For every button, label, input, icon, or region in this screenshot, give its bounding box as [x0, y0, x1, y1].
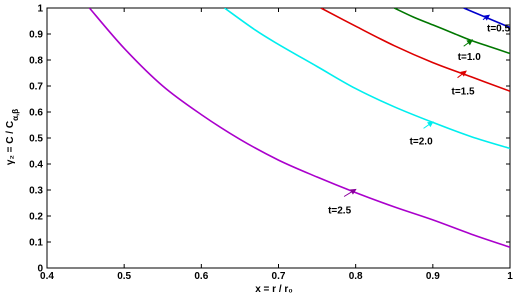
series-line-t=2.0: [224, 8, 510, 148]
annotation-label: t=1.0: [457, 52, 481, 64]
y-tick-label: 0.4: [29, 159, 43, 171]
y-tick-label: 0.6: [29, 107, 43, 119]
annotation-label: t=2.5: [328, 205, 352, 217]
annotation-arrowhead: [428, 122, 433, 126]
y-tick-label: 0: [37, 263, 43, 275]
y-tick-label: 0.9: [29, 29, 43, 41]
y-tick-label: 0.8: [29, 55, 43, 67]
x-tick-label: 0.4: [40, 271, 54, 282]
annotation-label: t=1.5: [451, 86, 475, 98]
x-tick-label: 1: [507, 271, 513, 282]
annotations: [328, 15, 510, 216]
y-tick-label: 0.5: [29, 133, 43, 145]
y-tick-label: 0.1: [29, 237, 43, 249]
x-tick-label: 0.7: [271, 271, 286, 282]
series-lines: [89, 8, 510, 247]
annotation-label: t=0.5: [486, 23, 511, 35]
x-axis-label: x = r / r₀: [255, 284, 293, 295]
y-tick-label: 1: [37, 3, 43, 15]
y-axis-label-subscript: α,β: [10, 108, 20, 121]
plot-frame: [47, 8, 510, 268]
x-tick-label: 0.6: [194, 271, 209, 282]
y-tick-label: 0.2: [29, 211, 43, 223]
y-tick-label: 0.3: [29, 185, 43, 197]
series-line-t=1.5: [321, 8, 510, 91]
annotation-arrowhead: [467, 40, 472, 44]
x-tick-label: 0.8: [348, 271, 363, 282]
annotation-label: t=2.0: [409, 136, 433, 148]
y-axis-label-main: γ₂ = C / C: [5, 120, 16, 166]
x-tick-label: 0.9: [425, 271, 440, 282]
y-tick-label: 0.7: [29, 81, 43, 93]
x-tick-label: 0.5: [117, 271, 132, 282]
axis-ticks: [29, 4, 513, 283]
y-axis-label: [5, 109, 20, 165]
plot-area: [47, 8, 510, 268]
